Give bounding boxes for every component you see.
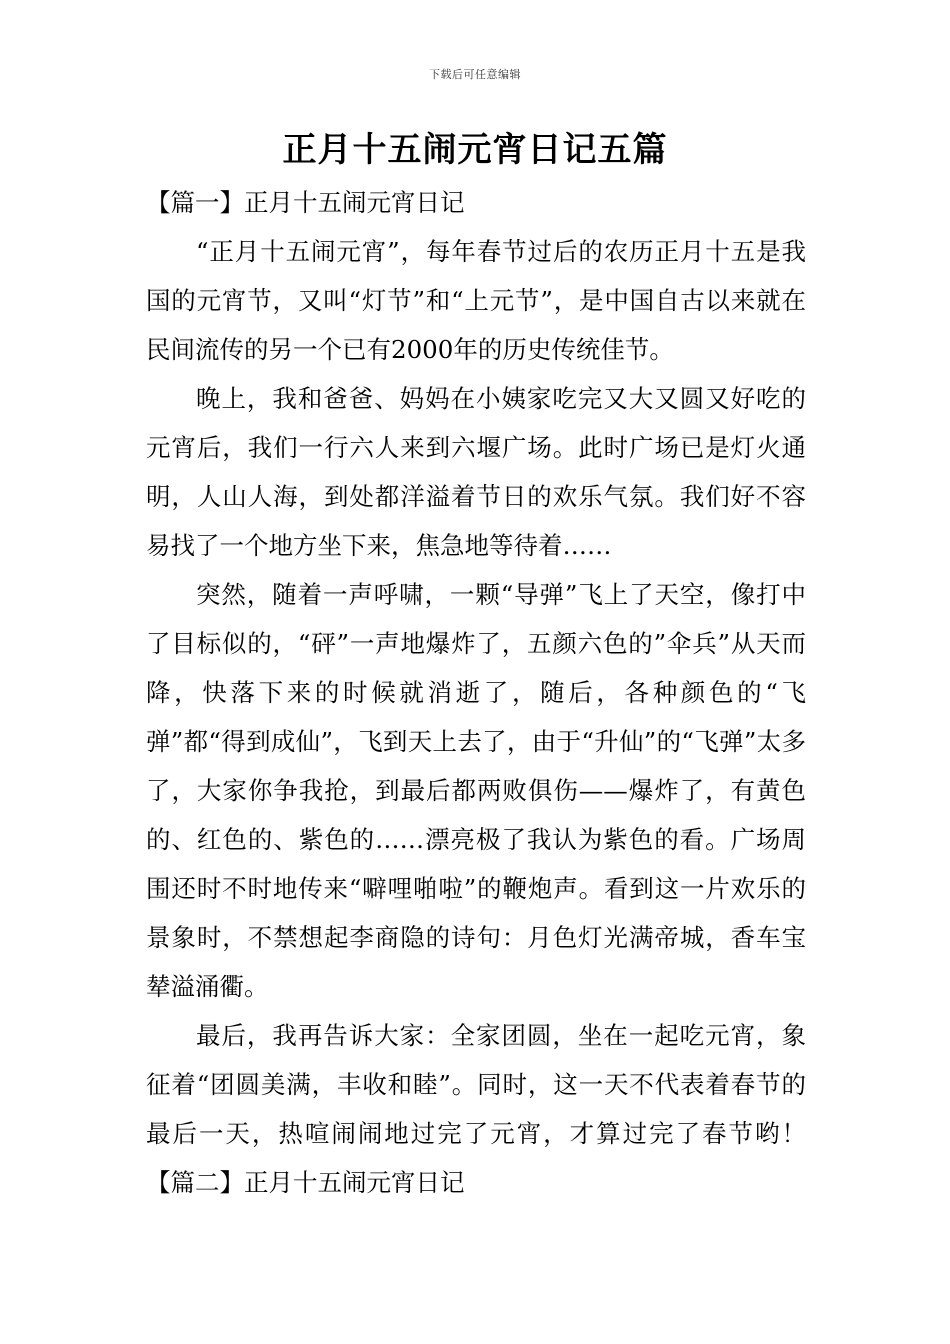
header-note: 下载后可任意编辑	[429, 68, 521, 81]
section-heading-2: 【篇二】正月十五闹元宵日记	[146, 1168, 465, 1197]
paragraph-4-text: 最后，我再告诉大家：全家团圆，坐在一起吃元宵，象征着“团圆美满，丰收和睦”。同时，这一天不代表着春节的最后一天，热喧闹闹地过完了元宵，才算过完了春节哟！	[146, 1021, 806, 1148]
paragraph-3: 突然，随着一声呼啸，一颗“导弹”飞上了天空，像打中了目标似的，“砰”一声地爆炸了，五颜六色的”伞兵”从天而降，快落下来的时候就消逝了，随后，各种颜色的“飞弹”都“得到成仙”，飞到天上去了，由于“升仙”的“飞弹”太多了，大家你争我抢，到最后都两败俱伤——爆炸了，有黄色的、红色的、紫色的……漂亮极了我认为紫色的看。广场周围还时不时地传来“噼哩啪啦”的鞭炮声。看到这一片欢乐的景象时，不禁想起李商隐的诗句：月色灯光满帝城，香车宝辇溢涌衢。	[146, 580, 806, 1001]
document-title: 正月十五闹元宵日记五篇	[282, 130, 668, 170]
document-body	[146, 178, 806, 1207]
paragraph-4	[146, 1011, 806, 1207]
paragraph-1: “正月十五闹元宵”，每年春节过后的农历正月十五是我国的元宵节，又叫“灯节”和“上元节”，是中国自古以来就在民间流传的另一个已有2000年的历史传统佳节。	[146, 237, 806, 364]
section-heading-1: 【篇一】正月十五闹元宵日记	[146, 188, 465, 217]
paragraph-2: 晚上，我和爸爸、妈妈在小姨家吃完又大又圆又好吃的元宵后，我们一行六人来到六堰广场。此时广场已是灯火通明，人山人海，到处都洋溢着节日的欢乐气氛。我们好不容易找了一个地方坐下来，焦急地等待着……	[146, 384, 806, 560]
